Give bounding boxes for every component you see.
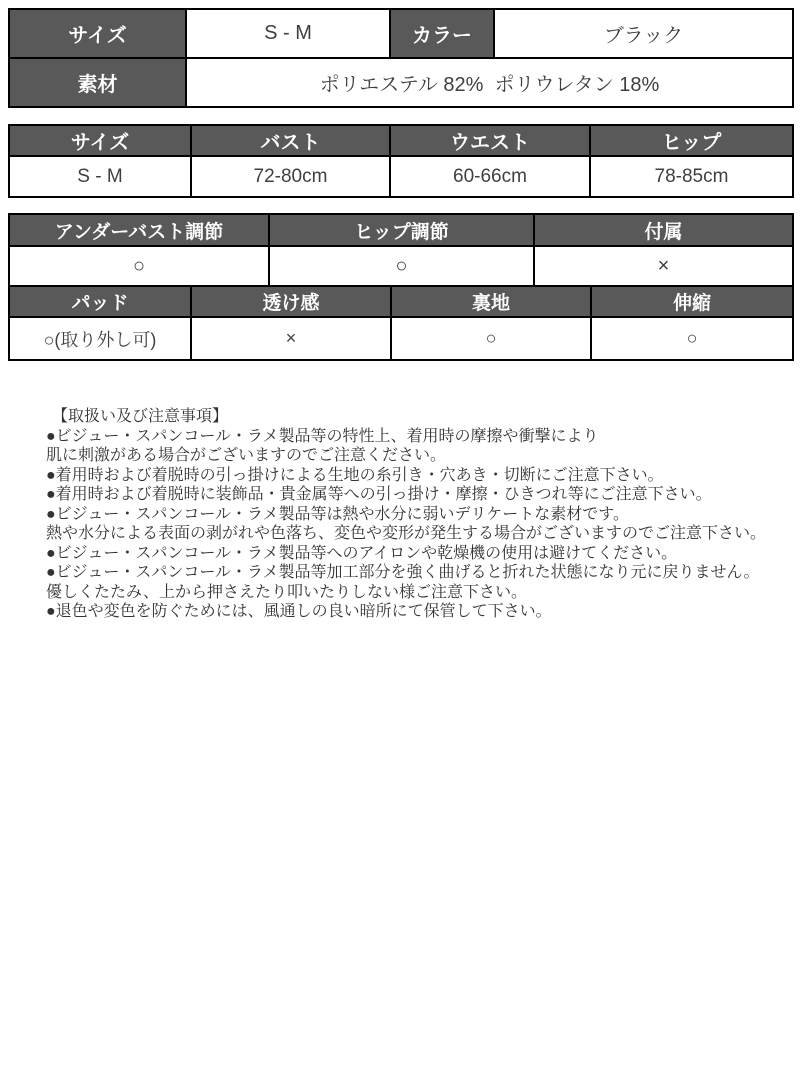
measurements-header-hip: ヒップ: [590, 125, 793, 156]
table-header-row: [9, 214, 793, 246]
care-note-line: ●着用時および着脱時の引っ掛けによる生地の糸引き・穴あき・切断にご注意下さい。: [46, 466, 664, 484]
measurements-header-bust: バスト: [191, 125, 390, 156]
accessory-value: ×: [534, 246, 793, 286]
size-color-material-table: [8, 8, 794, 108]
features-table: [8, 285, 794, 361]
color-value: ブラック: [494, 9, 793, 58]
adjustment-table: [8, 213, 794, 287]
measurements-hip-value: 78-85cm: [590, 156, 793, 197]
table-header-row: [9, 125, 793, 156]
table-row: [9, 246, 793, 286]
care-note-line: ●ビジュー・スパンコール・ラメ製品等は熱や水分に弱いデリケートな素材です。: [46, 505, 629, 523]
table-header-row: [9, 286, 793, 317]
hip-adjust-header: ヒップ調節: [269, 214, 534, 246]
care-note-line: ●ビジュー・スパンコール・ラメ製品等加工部分を強く曲げると折れた状態になり元に戻りません。: [46, 564, 760, 581]
care-note-line: 熱や水分による表面の剥がれや色落ち、変色や変形が発生する場合がございますのでご注意下さい。: [46, 525, 767, 542]
table-row: [9, 156, 793, 197]
sheerness-value: ×: [191, 317, 391, 360]
care-note-line: ●着用時および着脱時に装飾品・貴金属等への引っ掛け・摩擦・ひきつれ等にご注意下さい。: [46, 486, 712, 503]
measurements-size-value: S - M: [9, 156, 191, 197]
lining-header: 裏地: [391, 286, 591, 317]
table-row: [9, 58, 793, 107]
care-notes-title: 【取扱い及び注意事項】: [52, 408, 229, 425]
table-row: [9, 9, 793, 58]
pad-value: ○(取り外し可): [9, 317, 191, 360]
sheerness-header: 透け感: [191, 286, 391, 317]
care-note-line: ●ビジュー・スパンコール・ラメ製品等の特性上、着用時の摩擦や衝撃により: [46, 427, 599, 445]
color-label: カラー: [390, 9, 494, 58]
accessory-header: 付属: [534, 214, 793, 246]
measurements-header-size: サイズ: [9, 125, 191, 156]
care-notes: [46, 407, 772, 622]
lining-value: ○: [391, 317, 591, 360]
material-label: 素材: [9, 58, 186, 107]
stretch-value: ○: [591, 317, 793, 360]
hip-adjust-value: ○: [269, 246, 534, 286]
measurements-bust-value: 72-80cm: [191, 156, 390, 197]
measurements-table: [8, 124, 794, 198]
underbust-adjust-value: ○: [9, 246, 269, 286]
care-note-line: 優しくたたみ、上から押さえたり叩いたりしない様ご注意下さい。: [46, 583, 527, 601]
size-label: サイズ: [9, 9, 186, 58]
care-note-line: ●退色や変色を防ぐためには、風通しの良い暗所にて保管して下さい。: [46, 603, 552, 620]
measurements-header-waist: ウエスト: [390, 125, 590, 156]
table-row: [9, 317, 793, 360]
care-note-line: ●ビジュー・スパンコール・ラメ製品等へのアイロンや乾燥機の使用は避けてください。: [46, 544, 678, 562]
material-value: ポリエステル 82% ポリウレタン 18%: [186, 58, 793, 107]
care-note-line: 肌に刺激がある場合がございますのでご注意ください。: [46, 447, 447, 464]
size-value: S - M: [186, 9, 390, 58]
pad-header: パッド: [9, 286, 191, 317]
underbust-adjust-header: アンダーバスト調節: [9, 214, 269, 246]
stretch-header: 伸縮: [591, 286, 793, 317]
measurements-waist-value: 60-66cm: [390, 156, 590, 197]
